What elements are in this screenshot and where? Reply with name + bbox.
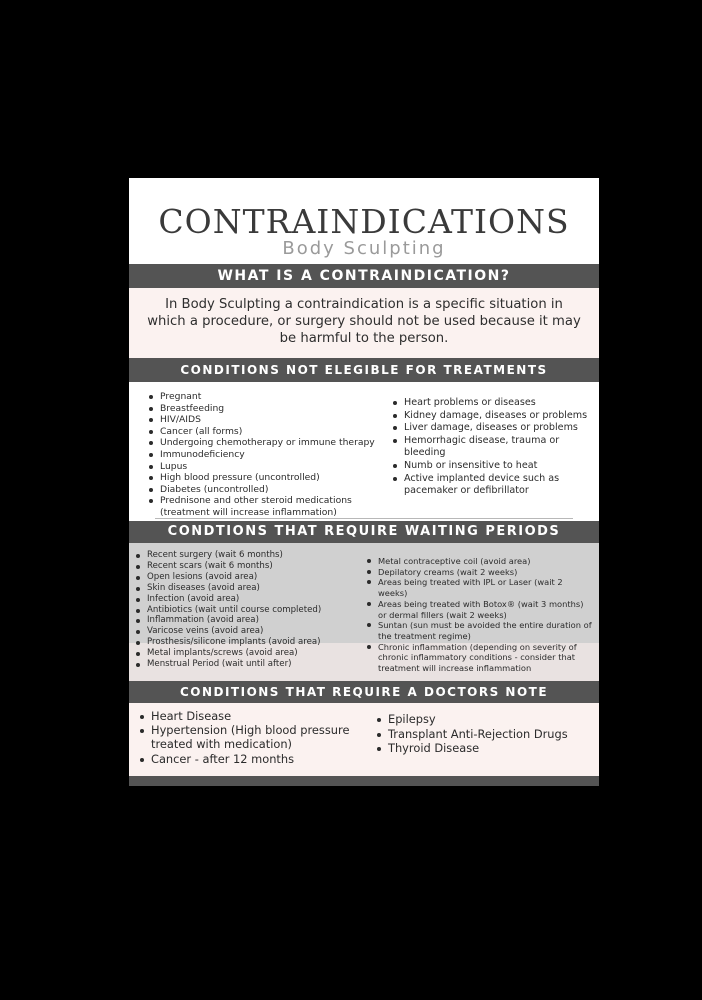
list-item: Infection (avoid area)	[134, 594, 359, 605]
list-item: Depilatory creams (wait 2 weeks)	[365, 567, 593, 578]
list-item: Metal implants/screws (avoid area)	[134, 648, 359, 659]
list-item: Immunodeficiency	[147, 449, 387, 461]
waiting-periods-list-left	[134, 550, 359, 670]
definition-heading: WHAT IS A CONTRAINDICATION?	[129, 264, 599, 288]
list-item: Undergoing chemotherapy or immune therapy	[147, 437, 387, 449]
doctors-note-list-left	[138, 709, 373, 766]
list-item: Menstrual Period (wait until after)	[134, 659, 359, 670]
page-subtitle: Body Sculpting	[282, 238, 446, 259]
document-page	[129, 178, 599, 786]
list-item: Liver damage, diseases or problems	[391, 422, 591, 435]
page-title: CONTRAINDICATIONS	[158, 202, 570, 241]
list-item: Areas being treated with Botox® (wait 3 months) or dermal fillers (wait 2 weeks)	[365, 599, 593, 620]
list-item: Hypertension (High blood pressure treated with medication)	[138, 723, 373, 751]
not-eligible-list-right	[391, 397, 591, 498]
list-item: Thyroid Disease	[375, 741, 595, 756]
list-item: Skin diseases (avoid area)	[134, 583, 359, 594]
definition-text: In Body Sculpting a contraindication is a specific situation in which a procedure, or surgery should not be used because it may be harmful to the person.	[129, 288, 599, 358]
list-item: High blood pressure (uncontrolled)	[147, 472, 387, 484]
waiting-periods-heading: CONDTIONS THAT REQUIRE WAITING PERIODS	[129, 521, 599, 543]
list-item: Inflammation (avoid area)	[134, 615, 359, 626]
list-item: Metal contraceptive coil (avoid area)	[365, 556, 593, 567]
list-item: Recent surgery (wait 6 months)	[134, 550, 359, 561]
list-item: Prosthesis/silicone implants (avoid area)	[134, 637, 359, 648]
not-eligible-heading: CONDITIONS NOT ELEGIBLE FOR TREATMENTS	[129, 358, 599, 382]
not-eligible-list-left	[147, 391, 387, 519]
doctors-note-heading: CONDITIONS THAT REQUIRE A DOCTORS NOTE	[129, 681, 599, 703]
footer-strip	[129, 776, 599, 786]
list-item: Diabetes (uncontrolled)	[147, 484, 387, 496]
list-item: Open lesions (avoid area)	[134, 572, 359, 583]
list-item: Active implanted device such as pacemaker or defibrillator	[391, 473, 591, 498]
list-item: Heart Disease	[138, 709, 373, 723]
section-divider	[155, 518, 573, 519]
list-item: Hemorrhagic disease, trauma or bleeding	[391, 435, 591, 460]
list-item: Prednisone and other steroid medications (treatment will increase inflammation)	[147, 495, 387, 518]
list-item: Cancer - after 12 months	[138, 752, 373, 766]
list-item: Breastfeeding	[147, 403, 387, 415]
list-item: Heart problems or diseases	[391, 397, 591, 410]
list-item: Lupus	[147, 461, 387, 473]
list-item: Epilepsy	[375, 712, 595, 727]
list-item: Antibiotics (wait until course completed)	[134, 605, 359, 616]
list-item: Areas being treated with IPL or Laser (wait 2 weeks)	[365, 577, 593, 598]
list-item: Recent scars (wait 6 months)	[134, 561, 359, 572]
waiting-periods-list-right	[365, 556, 593, 674]
list-item: Varicose veins (avoid area)	[134, 626, 359, 637]
list-item: Kidney damage, diseases or problems	[391, 410, 591, 423]
list-item: Numb or insensitive to heat	[391, 460, 591, 473]
list-item: Pregnant	[147, 391, 387, 403]
list-item: Transplant Anti-Rejection Drugs	[375, 727, 595, 742]
list-item: Chronic inflammation (depending on severity of chronic inflammatory conditions - consider that treatment will increase inflammation	[365, 642, 593, 674]
list-item: HIV/AIDS	[147, 414, 387, 426]
doctors-note-list-right	[375, 712, 595, 756]
list-item: Suntan (sun must be avoided the entire duration of the treatment regime)	[365, 620, 593, 641]
list-item: Cancer (all forms)	[147, 426, 387, 438]
